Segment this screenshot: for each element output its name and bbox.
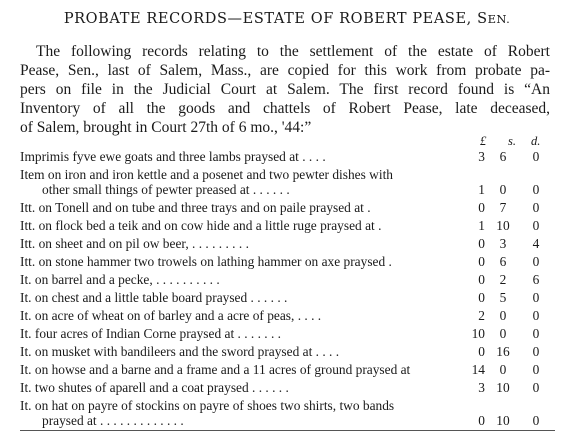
item-description — [20, 379, 289, 397]
item-pence: 0 — [532, 362, 540, 377]
inventory-item — [20, 253, 555, 271]
item-description — [20, 148, 326, 166]
shillings-header: s. — [508, 134, 516, 148]
item-description-line: other small things of pewter preased at . . . . . . — [42, 182, 290, 197]
item-pence: 4 — [532, 236, 540, 251]
item-description-line: It. on howse and a barne and a frame and a 11 acres of ground praysed at — [20, 362, 411, 377]
item-description-line: Itt. on Tonell and on tube and three trays and on paile praysed at . — [20, 200, 371, 215]
item-description-line: Itt. on sheet and on pil ow beer, . . . . . . . . . — [20, 236, 249, 251]
item-shillings: 0 — [499, 326, 507, 341]
item-description — [20, 166, 393, 199]
item-pence: 6 — [532, 272, 540, 287]
item-shillings: 5 — [499, 290, 507, 305]
item-pounds: 0 — [478, 290, 485, 305]
item-shillings: 10 — [496, 413, 510, 428]
item-description — [20, 217, 381, 235]
item-description — [20, 253, 392, 271]
title-tail: EN. — [487, 12, 511, 26]
item-pounds: 14 — [471, 362, 485, 377]
item-pounds: 1 — [478, 182, 485, 197]
item-pounds: 0 — [478, 272, 485, 287]
item-pence: 0 — [532, 218, 540, 233]
item-description — [20, 199, 371, 217]
item-description-line: It. on hat on payre of stockins on payre of shoes two shirts, two bands — [20, 398, 395, 413]
item-description — [20, 235, 249, 253]
intro-paragraph — [20, 42, 550, 137]
inventory-item — [20, 379, 555, 397]
title-main: PROBATE RECORDS—ESTATE OF ROBERT PEASE, S — [63, 11, 488, 27]
item-description-line: It. on musket with bandileers and the sword praysed at . . . . — [20, 344, 340, 359]
item-description — [20, 271, 220, 289]
item-shillings: 0 — [499, 308, 507, 323]
item-description-line: It. on acre of wheat on of barley and a acre of peas, . . . . — [20, 308, 322, 323]
item-pence: 0 — [532, 200, 540, 215]
inventory-item — [20, 271, 555, 289]
intro-line: The following records relating to the settlement of the estate of Robert — [36, 43, 550, 60]
item-shillings: 10 — [496, 218, 510, 233]
inventory-item — [20, 307, 555, 325]
item-pence: 0 — [532, 344, 540, 359]
intro-line: pers on file in the Judicial Court at Salem. The first record found is “An — [20, 81, 550, 98]
item-pence: 0 — [532, 308, 540, 323]
item-shillings: 0 — [499, 362, 507, 377]
item-pounds: 1 — [478, 218, 485, 233]
item-shillings: 2 — [499, 272, 507, 287]
inventory-item — [20, 235, 555, 253]
item-description-line: It. four acres of Indian Corne praysed at . . . . . . . — [20, 326, 282, 341]
bottom-rule — [20, 430, 555, 431]
item-description-line: It. on barrel and a pecke, . . . . . . . . . . — [20, 272, 220, 287]
item-description-line: praysed at . . . . . . . . . . . . . — [42, 413, 184, 428]
item-description-line: It. two shutes of aparell and a coat praysed . . . . . . — [20, 380, 289, 395]
item-pence: 0 — [532, 254, 540, 269]
inventory-list — [20, 148, 555, 430]
intro-line: Pease, Sen., last of Salem, Mass., are copied for this work from probate pa- — [20, 62, 550, 79]
pence-header: d. — [531, 134, 541, 148]
item-pounds: 0 — [478, 344, 485, 359]
item-pence: 0 — [532, 413, 540, 428]
inventory-item — [20, 361, 555, 379]
item-description — [20, 307, 321, 325]
item-shillings: 16 — [496, 344, 510, 359]
inventory-item — [20, 148, 555, 166]
item-pounds: 0 — [478, 254, 485, 269]
inventory-item — [20, 289, 555, 307]
item-description-line: Itt. on flock bed a teik and on cow hide and a little ruge praysed at . — [20, 218, 382, 233]
item-pence: 0 — [532, 326, 540, 341]
inventory-item — [20, 343, 555, 361]
item-description — [20, 289, 287, 307]
item-description — [20, 325, 281, 343]
item-pounds: 2 — [478, 308, 485, 323]
item-description — [20, 343, 339, 361]
page-title — [0, 11, 574, 27]
item-shillings: 10 — [496, 380, 510, 395]
item-shillings: 7 — [499, 200, 507, 215]
item-description-line: It. on chest and a little table board praysed . . . . . . — [20, 290, 288, 305]
item-description-line: Itt. on stone hammer two trowels on lathing hammer on axe praysed . — [20, 254, 392, 269]
pounds-header: £ — [480, 134, 487, 148]
item-pence: 0 — [532, 380, 540, 395]
item-description — [20, 361, 410, 379]
item-description-line: Imprimis fyve ewe goats and three lambs praysed at . . . . — [20, 149, 326, 164]
item-shillings: 3 — [499, 236, 507, 251]
item-shillings: 6 — [499, 254, 507, 269]
intro-line: of Salem, brought in Court 27th of 6 mo., '44:” — [20, 119, 312, 136]
item-pence: 0 — [532, 149, 540, 164]
item-pounds: 0 — [478, 236, 485, 251]
inventory-item — [20, 397, 555, 430]
item-description — [20, 397, 394, 430]
item-pounds: 3 — [478, 149, 485, 164]
item-pence: 0 — [532, 182, 540, 197]
intro-line: Inventory of all the goods and chattels of Robert Pease, late deceased, — [20, 100, 550, 117]
item-pounds: 0 — [478, 200, 485, 215]
inventory-item — [20, 325, 555, 343]
item-shillings: 0 — [499, 182, 507, 197]
inventory-item — [20, 199, 555, 217]
item-description-line: Item on iron and iron kettle and a posenet and two pewter dishes with — [20, 167, 393, 182]
item-pence: 0 — [532, 290, 540, 305]
item-pounds: 10 — [471, 326, 485, 341]
inventory-item — [20, 217, 555, 235]
item-pounds: 0 — [478, 413, 485, 428]
item-shillings: 6 — [499, 149, 507, 164]
inventory-item — [20, 166, 555, 199]
item-pounds: 3 — [478, 380, 485, 395]
